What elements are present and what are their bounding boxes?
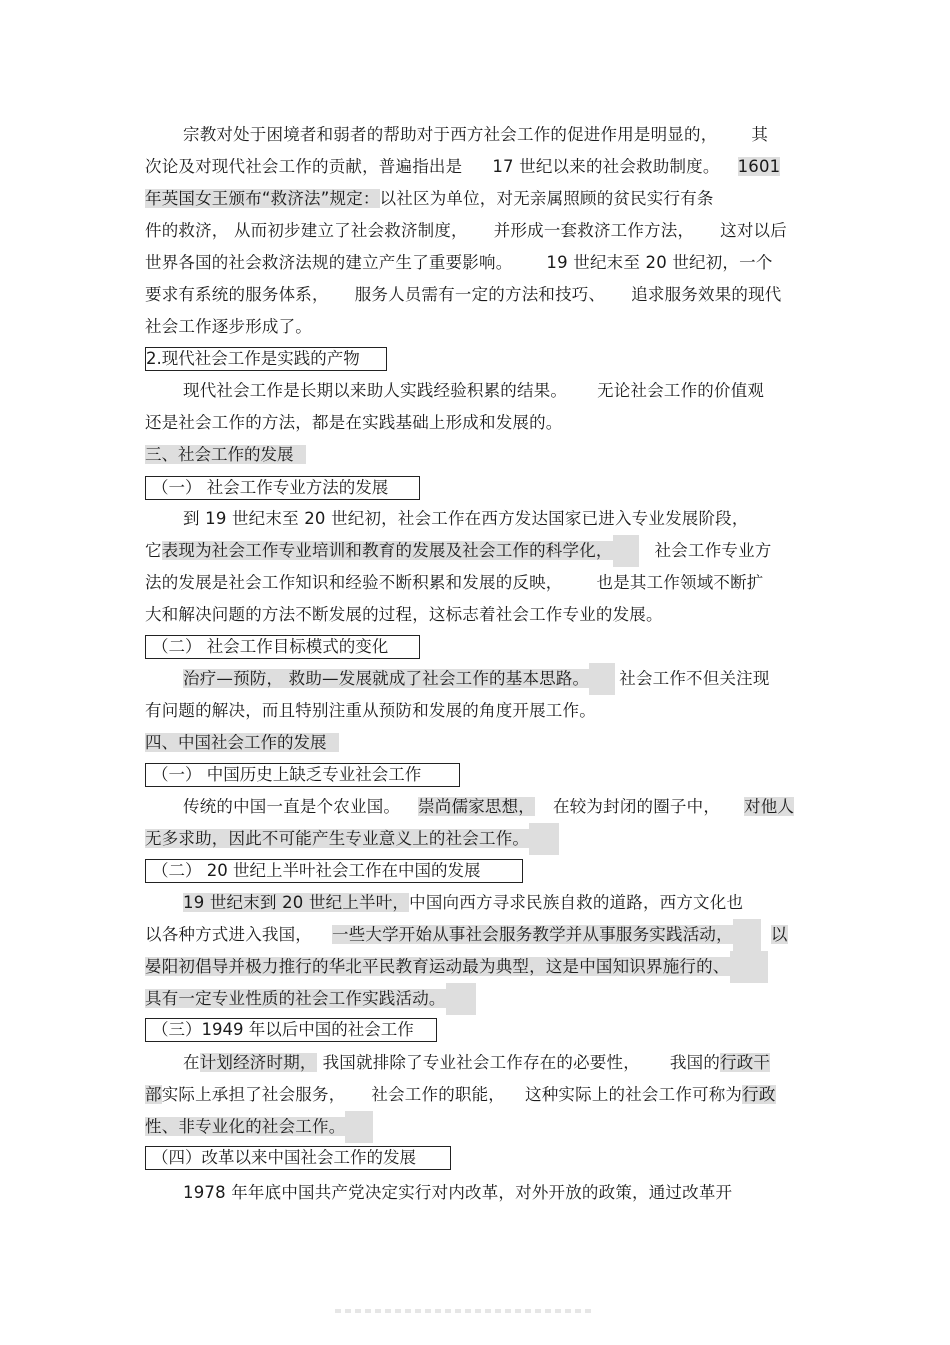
paragraph-line: 法的发展是社会工作知识和经验不断积累和发展的反映， 也是其工作领域不断扩	[145, 573, 764, 592]
paragraph-line: 无多求助，因此不可能产生专业意义上的社会工作。	[145, 823, 807, 855]
paragraph-line: 性、非专业化的社会工作。	[145, 1111, 807, 1143]
subsection-box-heading: （一） 社会工作专业方法的发展	[145, 476, 420, 500]
subsection-box-heading: （四）改革以来中国社会工作的发展	[145, 1146, 451, 1170]
paragraph-line: 19 世纪末到 20 世纪上半叶，中国向西方寻求民族自救的道路，西方文化也	[183, 893, 744, 912]
paragraph-line: 在计划经济时期， 我国就排除了专业社会工作存在的必要性， 我国的行政干	[183, 1053, 771, 1072]
section-heading: 三、社会工作的发展	[145, 441, 306, 469]
paragraph-line: 社会工作逐步形成了。	[145, 317, 312, 336]
paragraph-line: 具有一定专业性质的社会工作实践活动。	[145, 983, 807, 1015]
paragraph-line: 晏阳初倡导并极力推行的华北平民教育运动最为典型，这是中国知识界施行的、	[145, 951, 807, 983]
footer-watermark-dots	[335, 1309, 595, 1313]
subsection-box-heading: （二） 社会工作目标模式的变化	[145, 635, 420, 659]
paragraph-line: 治疗—预防， 救助—发展就成了社会工作的基本思路。 社会工作不但关注现	[183, 663, 807, 695]
paragraph-line: 传统的中国一直是个农业国。 崇尚儒家思想， 在较为封闭的圈子中， 对他人	[183, 797, 795, 816]
paragraph-line: 部实际上承担了社会服务， 社会工作的职能， 这种实际上的社会工作可称为行政	[145, 1085, 776, 1104]
paragraph-line: 现代社会工作是长期以来助人实践经验积累的结果。 无论社会工作的价值观	[183, 381, 765, 400]
paragraph-line: 大和解决问题的方法不断发展的过程，这标志着社会工作专业的发展。	[145, 605, 663, 624]
paragraph-line: 件的救济， 从而初步建立了社会救济制度， 并形成一套救济工作方法， 这对以后	[145, 221, 787, 240]
paragraph-line: 以各种方式进入我国， 一些大学开始从事社会服务教学并从事服务实践活动， 以	[145, 919, 807, 951]
paragraph-line: 要求有系统的服务体系， 服务人员需有一定的方法和技巧、 追求服务效果的现代	[145, 285, 782, 304]
paragraph-line: 它表现为社会工作专业培训和教育的发展及社会工作的科学化， 社会工作专业方	[145, 535, 807, 567]
paragraph-line: 年英国女王颁布“救济法”规定：以社区为单位，对无亲属照顾的贫民实行有条	[145, 189, 714, 208]
paragraph-line: 1978 年年底中国共产党决定实行对内改革，对外开放的政策，通过改革开	[183, 1183, 733, 1202]
paragraph-line: 还是社会工作的方法，都是在实践基础上形成和发展的。	[145, 413, 563, 432]
paragraph-line: 到 19 世纪末至 20 世纪初，社会工作在西方发达国家已进入专业发展阶段，	[183, 509, 749, 528]
subsection-box-heading: （一） 中国历史上缺乏专业社会工作	[145, 763, 460, 787]
subsection-box-heading: （二） 20 世纪上半叶社会工作在中国的发展	[145, 859, 523, 883]
subsection-box-heading: （三）1949 年以后中国的社会工作	[145, 1018, 437, 1042]
paragraph-line: 宗教对处于困境者和弱者的帮助对于西方社会工作的促进作用是明显的， 其	[183, 125, 769, 144]
section-box-heading: 2.现代社会工作是实践的产物	[145, 347, 387, 371]
section-heading: 四、中国社会工作的发展	[145, 729, 339, 757]
paragraph-line: 世界各国的社会救济法规的建立产生了重要影响。 19 世纪末至 20 世纪初，一个	[145, 253, 773, 272]
paragraph-line: 有问题的解决，而且特别注重从预防和发展的角度开展工作。	[145, 701, 596, 720]
paragraph-line: 次论及对现代社会工作的贡献，普遍指出是 17 世纪以来的社会救助制度。 1601	[145, 157, 781, 176]
